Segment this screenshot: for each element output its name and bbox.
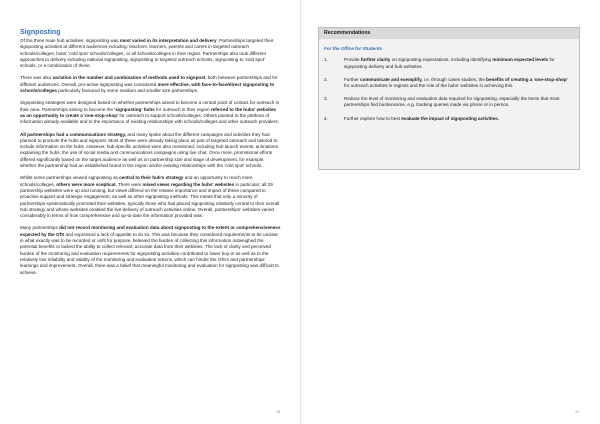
- text-run: i.e. through cases studies, the: [422, 76, 487, 82]
- text-run: for outreach in their region: [154, 106, 211, 112]
- paragraph: [20, 132, 282, 170]
- text-run: . There were: [115, 181, 143, 187]
- bold-text: others were more sceptical: [56, 181, 116, 187]
- bold-text: evaluate the impact of signposting activities.: [401, 115, 499, 121]
- text-run: on signposting expectations, including identifying: [390, 57, 493, 63]
- paragraph: [20, 225, 282, 275]
- bold-text: more effective, with face-to-face/direct signposting to schools/colleges: [20, 81, 275, 94]
- page-number-right: 17: [575, 410, 580, 414]
- bold-text: did not record monitoring and evaluation data about signposting to the extent or comprehensiveness expected by the OfS: [20, 225, 281, 237]
- text-run: in particular; all 29 partnership websites were up and running, but views differed on the relative importance and impact of these compared to proactive support and strategic engagement, as well as other signposting methods. This meant that only a minority of partnerships systematically promoted their websites, typically those who had placed signposting relatively central to their overall hub strategy and whose websites enabled the live delivery of outreach activities online. Overall, partnerships' websites varied considerably in terms of how comprehensive and up-to-date the information provided was.: [20, 181, 280, 219]
- paragraph: [20, 75, 282, 94]
- recommendation-text: [344, 57, 573, 69]
- recommendation-number: 4.: [324, 115, 328, 121]
- text-run: Signposting strategies were designed based on whether partnerships aimed to become a central point of contact for outreach in their area. Partnerships aiming to become the: [20, 100, 280, 112]
- recommendation-item: [324, 77, 573, 89]
- bold-text: communicate and exemplify,: [360, 76, 423, 82]
- recommendations-list: [319, 57, 579, 121]
- text-run: Of the three main hub activities, signposting was: [20, 38, 120, 43]
- recommendation-number: 3.: [324, 96, 328, 102]
- page-divider: [300, 0, 301, 424]
- recommendation-item: [324, 116, 573, 122]
- text-run: Further explore how to best: [344, 115, 402, 121]
- bold-text: mixed views regarding the hubs' websites: [142, 181, 235, 187]
- text-run: and many spoke about the different campaigns and activities they had planned to promote the hubs and signpost. Most of these were already taking place as part of targeted outreach and tailored to include information on the hubs. However, hub-specific activities were also mentioned, including hub launch events, animations explaining the hubs, the use of social media and communications campaigns using live chat. Once more, promotional efforts differed significantly based on the target audience as well as on partnership size and stage of development, for example, whether the partnership had an established brand in the region and/or existing relationships with the 'cold spot' schools.: [20, 131, 278, 169]
- text-run: for outreach activities in regions and the role of the hubs' websites in achieving this.: [344, 83, 514, 89]
- text-run: There was also: [20, 75, 53, 81]
- text-run: for outreach to support schools/colleges. Others pointed to the plethora of information already available and to the importance of existing relationships with schools/colleges and other outreach providers.: [20, 112, 279, 125]
- bold-text: central to their hub's strategy: [119, 175, 184, 181]
- recommendation-item: [324, 96, 573, 108]
- text-run: Reduce the level of monitoring and evaluation data required for signposting, especially the items that most partnerships find burdensome, e.g. tracking queries made via phone or in person.: [344, 96, 560, 108]
- bold-text: referred to the hubs' websites as an opportunity to create a 'one-stop-shop': [20, 106, 277, 118]
- recommendation-text: [344, 96, 573, 108]
- page-number-left: 16: [276, 410, 281, 414]
- recommendation-text: [344, 116, 573, 122]
- text-run: . Partnerships targeted their signposting activities at different audiences including: teachers, learners, parents and carers in targeted outreach schools/colleges; hubs' 'cold spot' schools/colleges, or all schools/colleges in their region. Partnerships also took different approaches to delivery including national signposting, signposting to targeted outreach schools, signposting to 'cold spot' schools, or a combination of these.: [20, 38, 274, 69]
- recommendation-item: [324, 57, 573, 69]
- bold-text: All partnerships had a communications strategy,: [20, 131, 127, 137]
- paragraph: [20, 38, 282, 69]
- recommendation-number: 1.: [324, 57, 328, 63]
- bold-text: further clarity: [360, 57, 391, 63]
- text-run: and expressed a lack of appetite to do so. This was because they considered requirements to be unclear in what exactly was to be recorded or unfit for purpose, believed the burden of collecting this information outweighed the potential benefits or lacked the ability to collect relevant, accurate data from their websites. The lack of clarity and perceived burden of the monitoring and evaluation requirements for signposting activities contributed to lower buy-in as well as to the relatively low reliability and validity of the monitoring and evaluation returns, which can hinder the OfS's and partnerships' learnings and improvement. Overall, there was a belief that meaningful monitoring and evaluation for signposting was difficult to achieve.: [20, 231, 279, 275]
- body-paragraphs: [20, 38, 282, 276]
- text-run: , both between partnerships and for different audiences. Overall, pro-active signposting was considered: [20, 75, 278, 87]
- text-run: Whilst some partnerships viewed signposting as: [20, 175, 120, 181]
- recommendations-box: [318, 27, 580, 170]
- bold-text: benefits of creating a 'one-stop-shop': [486, 76, 568, 82]
- bold-text: minimum expected levels: [492, 57, 549, 63]
- recommendations-title: Recommendations: [319, 28, 579, 39]
- text-run: Many partnerships: [20, 225, 60, 231]
- recommendation-number: 2.: [324, 76, 328, 82]
- left-page-content: [20, 28, 282, 282]
- text-run: Provide: [344, 57, 361, 63]
- bold-text: 'signposting' hubs: [114, 106, 155, 112]
- bold-text: variation in the number and combination of methods used to signpost: [52, 75, 206, 81]
- paragraph: [20, 100, 282, 125]
- bold-text: most varied in its interpretation and delivery: [119, 38, 217, 43]
- recommendations-subtitle: For the Office for Students: [324, 46, 383, 52]
- text-run: for signposting delivery and hub websites.: [344, 57, 555, 69]
- paragraph: [20, 175, 282, 219]
- text-run: Further: [344, 76, 361, 82]
- text-run: particularly favoured by some medium and smaller size partnerships.: [57, 88, 199, 94]
- text-run: and an opportunity to reach more schools/colleges,: [20, 175, 253, 187]
- recommendation-text: [344, 77, 573, 89]
- section-heading: Signposting: [20, 29, 61, 36]
